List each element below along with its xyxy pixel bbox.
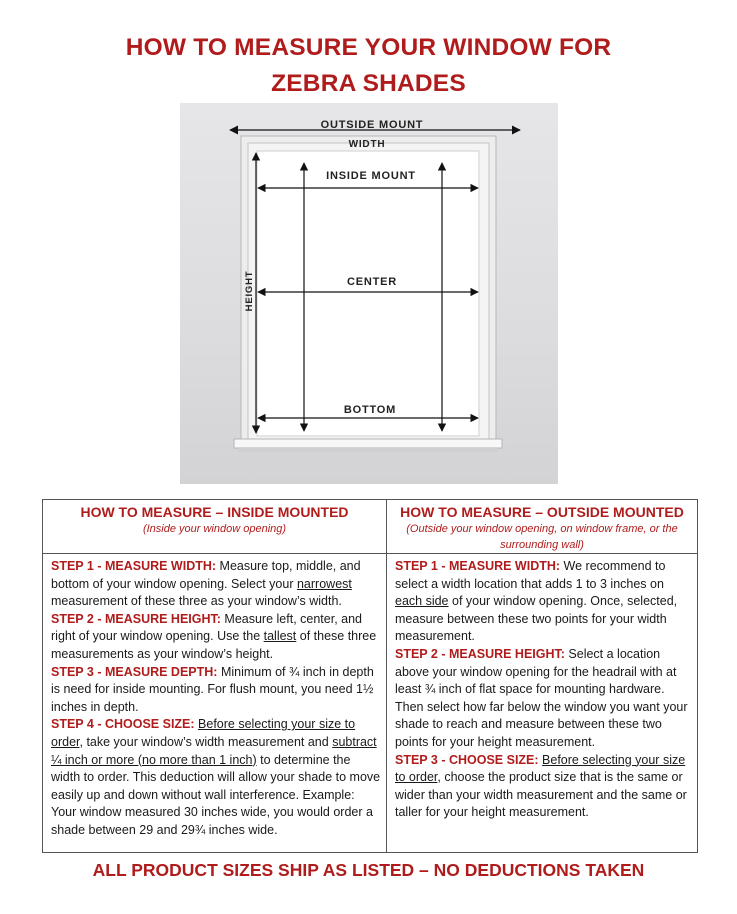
page-title — [0, 30, 737, 102]
window-diagram-svg — [180, 103, 558, 484]
step-label: STEP 3 - CHOOSE SIZE: — [395, 752, 539, 767]
window-sill — [234, 439, 502, 448]
emphasis-text: narrowest — [296, 576, 352, 591]
label-outside-mount: OUTSIDE MOUNT — [320, 119, 424, 131]
step-label: STEP 1 - MEASURE WIDTH: — [395, 559, 561, 573]
window-glass — [257, 151, 479, 436]
label-bottom: BOTTOM — [343, 404, 397, 416]
inside-step-1: STEP 1 - MEASURE WIDTH: Measure top, middle, and bottom of your window opening. Select your narrowest measurement of these three as your window’s width. — [51, 559, 361, 609]
outside-step-3: STEP 3 - CHOOSE SIZE: Before selecting your size to order, choose the product size that is the same or wider than your width measurement and the same or taller for your height measurement. — [395, 752, 687, 820]
label-width: WIDTH — [348, 139, 386, 150]
outside-heading: HOW TO MEASURE – OUTSIDE MOUNTED — [400, 504, 684, 520]
window-diagram — [180, 103, 558, 484]
emphasis-text: subtract ¼ inch or more (no more than 1 inch) — [51, 734, 377, 767]
inside-header-cell — [43, 500, 387, 554]
step-label: STEP 3 - MEASURE DEPTH: — [51, 664, 218, 679]
title-line-2: ZEBRA SHADES — [271, 70, 466, 97]
footer-notice: ALL PRODUCT SIZES SHIP AS LISTED – NO DEDUCTIONS TAKEN — [92, 860, 645, 880]
step-label: STEP 1 - MEASURE WIDTH: — [51, 559, 217, 573]
emphasis-text: Before selecting your size to order — [51, 717, 356, 749]
label-center: CENTER — [346, 276, 398, 288]
label-inside-mount: INSIDE MOUNT — [326, 170, 416, 182]
outside-step-1: STEP 1 - MEASURE WIDTH: We recommend to select a width location that adds 1 to 3 inches on each side of your window opening. Once, selected, measure between these two points for your width measurement. — [395, 559, 678, 644]
emphasis-text: tallest — [263, 629, 297, 644]
step-label: STEP 4 - CHOOSE SIZE: — [51, 717, 195, 732]
outside-subheading: (Outside your window opening, on window frame, or the surrounding wall) — [406, 523, 678, 551]
title-line-1: HOW TO MEASURE YOUR WINDOW FOR — [125, 34, 612, 61]
emphasis-text: each side — [395, 594, 449, 609]
inside-step-2: STEP 2 - MEASURE HEIGHT: Measure left, center, and right of your window opening. Use the tallest of these three measurements as your window’s height. — [51, 611, 377, 661]
outside-header-cell — [387, 500, 698, 554]
table-header-row — [43, 500, 698, 554]
inside-step-4: STEP 4 - CHOOSE SIZE: Before selecting your size to order, take your window’s width measurement and subtract ¼ inch or more (no more than 1 inch) to determine the width to order. This deduction will allow your shade to move easily up and down without wall interference. Example: Your window measured 30 inches wide, you would order a shade between 29 and 29¾ inches wide. — [51, 717, 381, 837]
emphasis-text: Before selecting your size to order — [395, 752, 686, 785]
inside-step-3: STEP 3 - MEASURE DEPTH: Minimum of ¾ inch in depth is need for inside mounting. For flush mount, you need 1½ inches in depth. — [51, 664, 374, 714]
inside-instructions — [43, 554, 387, 853]
outside-step-2: STEP 2 - MEASURE HEIGHT: Select a location above your window opening for the headrail with at least ¾ inch of flat space for mounting hardware. Then select how far below the window you want your shade to reach and measure between these two points for your height measurement. — [395, 646, 688, 749]
measure-table — [42, 499, 698, 853]
label-height: HEIGHT — [244, 270, 255, 312]
table-body-row — [43, 554, 698, 853]
inside-heading: HOW TO MEASURE – INSIDE MOUNTED — [80, 504, 349, 520]
step-label: STEP 2 - MEASURE HEIGHT: — [51, 611, 221, 626]
inside-subheading: (Inside your window opening) — [142, 523, 287, 535]
outside-instructions — [387, 554, 698, 853]
step-label: STEP 2 - MEASURE HEIGHT: — [395, 646, 565, 661]
